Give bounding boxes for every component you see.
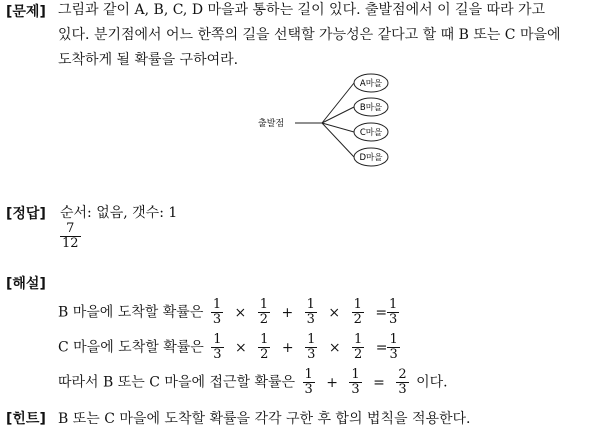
problem-line-1: 그림과 같이 A, B, C, D 마을과 통하는 길이 있다. 출발점에서 이 길을 따라 가고 [58, 2, 546, 18]
village-a-label: A마을 [359, 79, 383, 89]
explanation-line-3-text: 따라서 B 또는 C 마을에 접근할 확률은 [58, 374, 296, 391]
explanation-line-2 [58, 333, 403, 362]
frac-den: 3 [389, 347, 398, 362]
problem-tag: [문제] [6, 4, 46, 20]
village-c-label: C마을 [359, 128, 383, 138]
hint-tag: [힌트] [6, 411, 46, 427]
frac-den: 3 [389, 312, 398, 327]
equals-sign: = [373, 374, 385, 391]
start-label: 출발점 [258, 119, 285, 129]
problem-line-3: 도착하게 될 확률을 구하여라. [58, 52, 239, 68]
answer-tag: [정답] [6, 206, 46, 222]
frac-den: 3 [304, 382, 313, 397]
explanation-line-1 [58, 298, 402, 327]
frac-num: 1 [304, 367, 313, 382]
answer-fraction [60, 222, 81, 251]
frac-num: 1 [353, 297, 362, 312]
frac-num: 1 [259, 297, 269, 312]
frac-num: 1 [260, 332, 269, 347]
frac-num: 1 [213, 332, 222, 347]
answer-frac-num: 7 [66, 221, 75, 236]
times-sign: × [234, 339, 247, 356]
frac-num: 1 [307, 332, 316, 347]
problem-line-2: 있다. 분기점에서 어느 한쪽의 길을 선택할 가능성은 같다고 할 때 B 또는 C 마을에 [58, 27, 561, 43]
frac-den: 3 [351, 382, 360, 397]
plus-sign: + [281, 304, 294, 321]
frac-num: 2 [398, 367, 407, 382]
explanation-tag: [해설] [6, 276, 46, 292]
frac-den: 3 [307, 347, 316, 362]
frac-den: 3 [212, 312, 222, 327]
village-d-label: D마을 [359, 153, 383, 163]
frac-num: 1 [306, 297, 315, 312]
frac-den: 2 [259, 312, 269, 327]
plus-sign: + [326, 374, 338, 391]
village-b-label: B마을 [359, 103, 383, 113]
explanation-line-3-suffix: 이다. [416, 374, 448, 391]
frac-num: 1 [354, 332, 363, 347]
frac-den: 3 [213, 347, 222, 362]
hint-text: B 또는 C 마을에 도착할 확률을 각각 구한 후 합의 법칙을 적용한다. [58, 411, 471, 427]
frac-den: 2 [354, 347, 363, 362]
explanation-line-2-text: C 마을에 도착할 확률은 [58, 339, 204, 356]
equals-sign: = [375, 304, 388, 321]
answer-frac-den: 12 [62, 236, 79, 251]
answer-text: 순서: 없음, 갯수: 1 [60, 205, 178, 221]
times-sign: × [328, 339, 341, 356]
times-sign: × [328, 304, 341, 321]
times-sign: × [234, 304, 247, 321]
frac-den: 3 [306, 312, 315, 327]
frac-num: 1 [351, 367, 360, 382]
path-diagram [250, 66, 400, 176]
equals-sign: = [375, 339, 388, 356]
frac-num: 1 [389, 332, 398, 347]
problem-text [58, 0, 561, 73]
frac-den: 3 [398, 382, 407, 397]
plus-sign: + [281, 339, 294, 356]
frac-num: 1 [389, 297, 398, 312]
frac-num: 1 [212, 297, 222, 312]
explanation-line-1-text: B 마을에 도착할 확률은 [58, 304, 204, 321]
explanation-line-3 [58, 368, 448, 397]
frac-den: 2 [260, 347, 269, 362]
frac-den: 2 [353, 312, 362, 327]
